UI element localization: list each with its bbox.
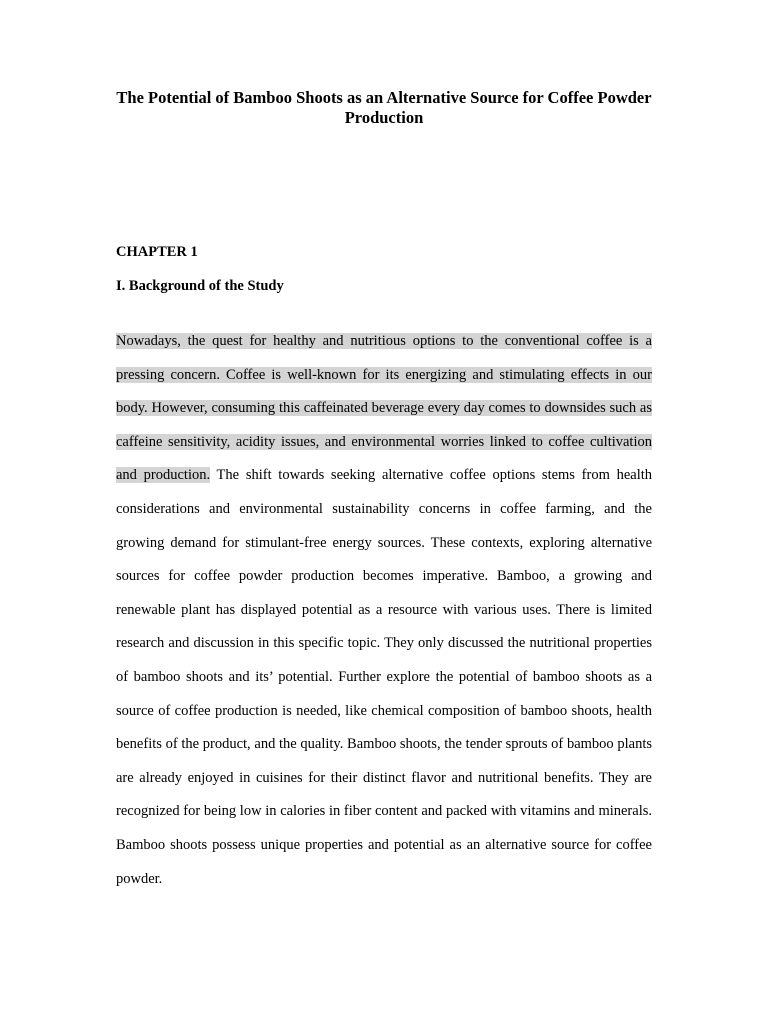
highlighted-text[interactable]: Nowadays, the quest for healthy and nutritious options to the conventional coffee is a pressing concern. Coffee is well-known for its energizing and stimulating effects in our body. However, consuming this caffeinated beverage every day comes to downsides such as caffeine sensitivity, acidity issues, and environmental worries linked to coffee cultivation and production. [116,333,652,484]
chapter-heading: CHAPTER 1 [116,244,198,260]
body-paragraph [116,325,652,896]
paragraph-text: The shift towards seeking alternative coffee options stems from health considerations and environmental sustainability concerns in coffee farming, and the growing demand for stimulant-free energy sources. These contexts, exploring alternative sources for coffee powder production becomes imperative. Bamboo, a growing and renewable plant has displayed potential as a resource with various uses. There is limited research and discussion in this specific topic. They only discussed the nutritional properties of bamboo shoots and its’ potential. Further explore the potential of bamboo shoots as a source of coffee production is needed, like chemical composition of bamboo shoots, health benefits of the product, and the quality. Bamboo shoots, the tender sprouts of bamboo plants are already enjoyed in cuisines for their distinct flavor and nutritional benefits. They are recognized for being low in calories in fiber content and packed with vitamins and minerals. Bamboo shoots possess unique properties and potential as an alternative source for coffee powder. [116,467,652,887]
document-title: The Potential of Bamboo Shoots as an Alternative Source for Coffee Powder Production [116,88,652,127]
section-heading: I. Background of the Study [116,278,284,294]
